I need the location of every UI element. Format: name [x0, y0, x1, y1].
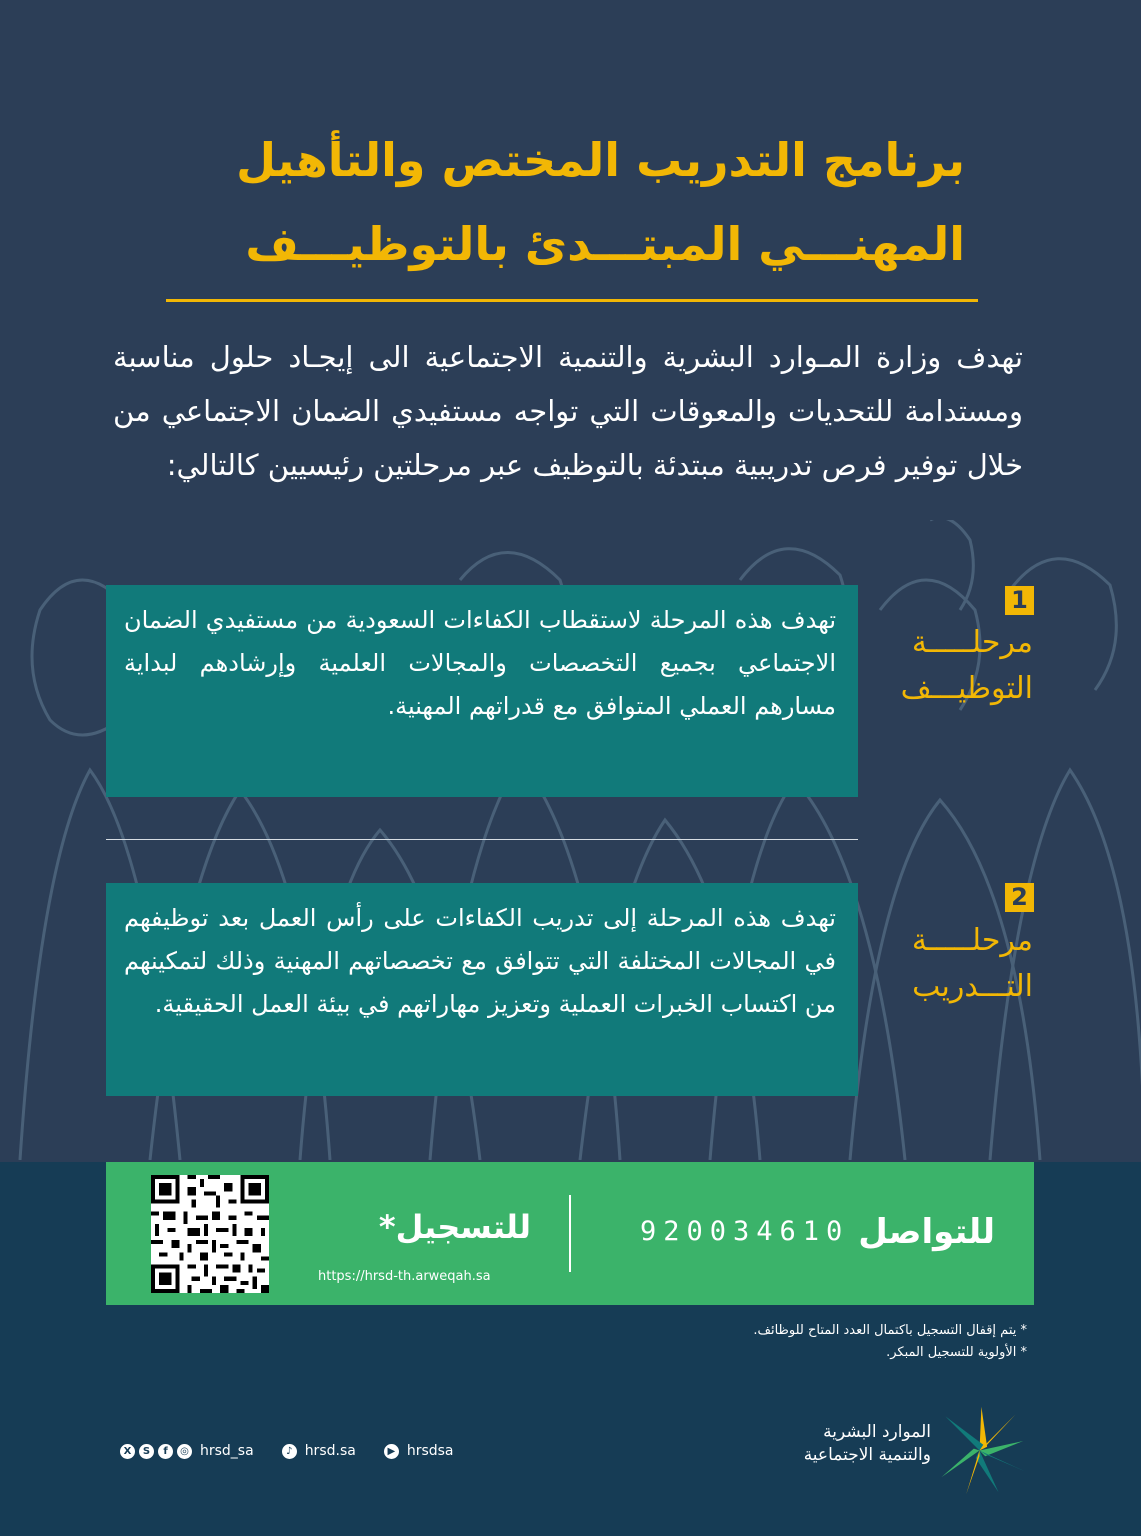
footnote: * الأولوية للتسجيل المبكر. — [886, 1345, 1027, 1360]
snapchat-icon[interactable]: S — [139, 1444, 154, 1459]
register-link[interactable]: https://hrsd-th.arweqah.sa — [318, 1269, 491, 1284]
phase-label — [873, 620, 1033, 712]
ministry-logo-icon — [932, 1403, 1027, 1498]
qr-code-icon[interactable] — [151, 1175, 269, 1293]
contact-divider — [569, 1195, 571, 1272]
intro-paragraph: تهدف وزارة المـوارد البشرية والتنمية الاجتماعية الى إيجـاد حلول مناسبة ومستدامة للتحديات والمعوقات التي تواجه مستفيدي الضمان الاجتماعي من خلال توفير فرص تدريبية مبتدئة بالتوظيف عبر مرحلتين رئيسيين كالتالي: — [113, 340, 1023, 482]
phase-description-box: تهدف هذه المرحلة لاستقطاب الكفاءات السعودية من مستفيدي الضمان الاجتماعي بجميع التخصصات والمجالات العلمية وإرشادهم لبداية مسارهم العملي المتوافق مع قدراتهم المهنية. — [106, 585, 858, 797]
social-links — [120, 1438, 482, 1464]
social-handle[interactable]: hrsd.sa — [304, 1443, 356, 1459]
ministry-name — [804, 1421, 931, 1467]
phase-number-badge: 2 — [1005, 883, 1034, 912]
phase-label-line-1: مرحلـــــة — [911, 625, 1033, 660]
tiktok-icon[interactable]: ♪ — [282, 1444, 297, 1459]
social-handle[interactable]: hrsd_sa — [200, 1443, 254, 1459]
x-icon[interactable]: X — [120, 1444, 135, 1459]
social-handle[interactable]: hrsdsa — [406, 1443, 454, 1459]
phase-label-line-2: التوظيـــف — [900, 671, 1033, 706]
phase-label-line-1: مرحلـــــة — [911, 923, 1033, 958]
phase-number-badge: 1 — [1005, 586, 1034, 615]
footnote: * يتم إقفال التسجيل باكتمال العدد المتاح للوظائف. — [753, 1323, 1027, 1338]
title-divider — [166, 299, 978, 302]
phase-description-box: تهدف هذه المرحلة إلى تدريب الكفاءات على رأس العمل بعد توظيفهم في المجالات المختلفة التي تتوافق مع تخصصاتهم المهنية وذلك لتمكينهم من اكتساب الخبرات العملية وتعزيز مهاراتهم في بيئة العمل الحقيقية. — [106, 883, 858, 1096]
instagram-icon[interactable]: ◎ — [177, 1444, 192, 1459]
logo-line-2: والتنمية الاجتماعية — [803, 1445, 931, 1465]
title-line-1: برنامج التدريب المختص والتأهيل — [236, 133, 965, 187]
phase-divider — [106, 839, 858, 840]
title-line-2: المهنـــي المبتـــدئ بالتوظيـــف — [245, 217, 965, 271]
register-title: للتسجيل* — [378, 1208, 531, 1246]
youtube-icon[interactable]: ▶ — [384, 1444, 399, 1459]
facebook-icon[interactable]: f — [158, 1444, 173, 1459]
page-title — [145, 118, 965, 286]
phone-number[interactable]: 920034610 — [640, 1216, 850, 1247]
phase-label — [873, 918, 1033, 1010]
contact-title: للتواصل — [858, 1212, 995, 1252]
logo-line-1: الموارد البشرية — [823, 1422, 931, 1442]
phase-label-line-2: التـــدريب — [912, 969, 1033, 1004]
